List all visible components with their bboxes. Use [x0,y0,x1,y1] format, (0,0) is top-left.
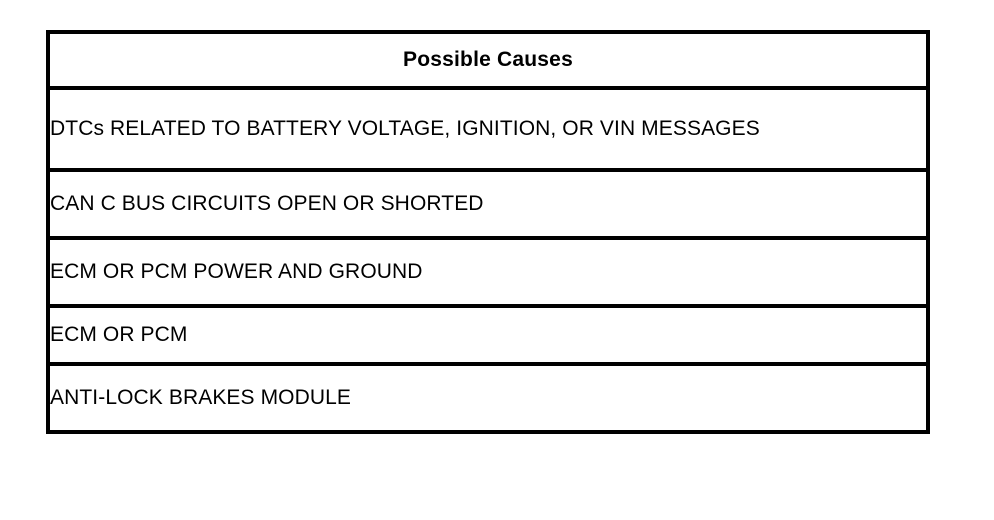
cause-item-1: DTCs RELATED TO BATTERY VOLTAGE, IGNITION, OR VIN MESSAGES [48,88,928,170]
cause-item-3: ECM OR PCM POWER AND GROUND [48,238,928,306]
table-row [48,88,928,170]
cause-item-4: ECM OR PCM [48,306,928,364]
table-row [48,364,928,432]
table-row [48,238,928,306]
table-row [48,170,928,238]
table-row [48,306,928,364]
cause-item-5: ANTI-LOCK BRAKES MODULE [50,386,352,410]
cause-item-2: CAN C BUS CIRCUITS OPEN OR SHORTED [48,170,928,238]
table-header-row [48,32,928,88]
possible-causes-table [46,30,930,434]
table-header-cell: Possible Causes [48,32,928,88]
